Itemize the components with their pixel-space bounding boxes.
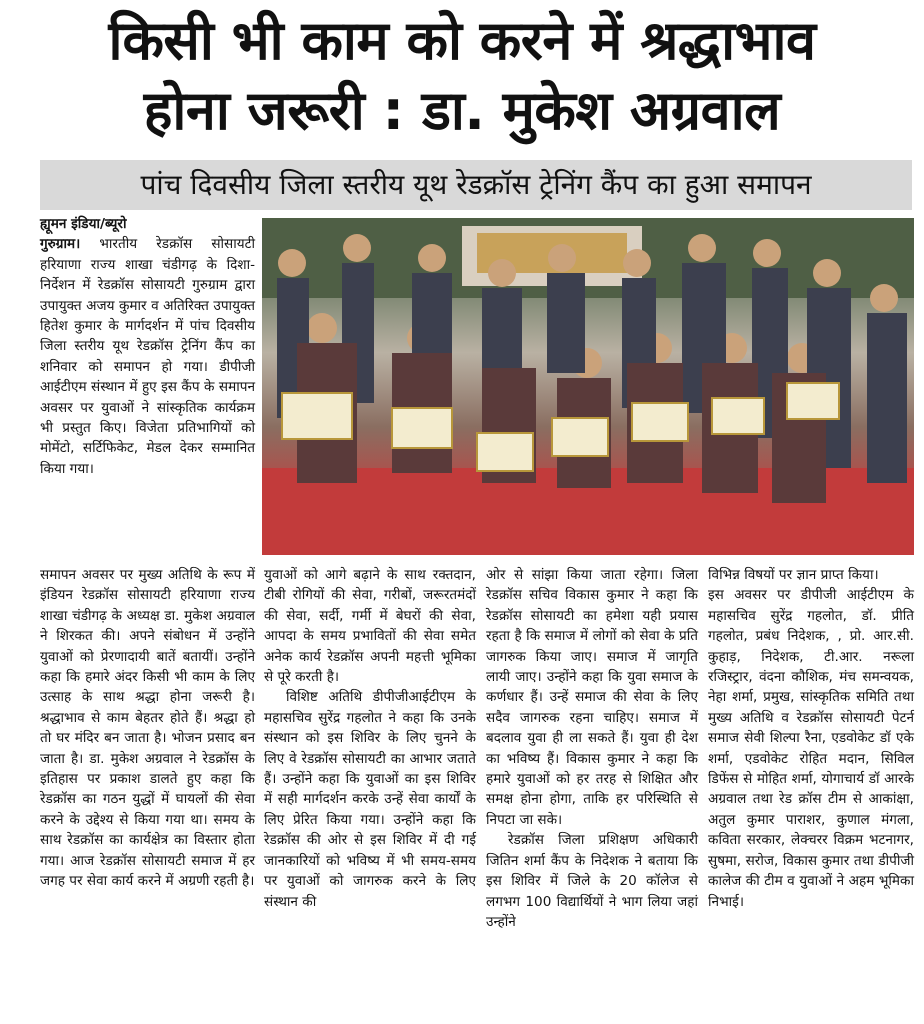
event-group-photo [262, 218, 914, 555]
article-column-3 [486, 565, 698, 932]
article-paragraph: समापन अवसर पर मुख्य अतिथि के रूप में इंडियन रेडक्रॉस सोसायटी हरियाणा राज्य शाखा चंडीगढ़ के अध्यक्ष डा. मुकेश अग्रवाल ने शिरकत की। अपने संबोधन में उन्होंने युवाओं को प्रेरणादायी बातें बतायीं। उन्होंने कहा कि हमारे अंदर किसी भी काम के लिए उत्साह के साथ श्रद्धा होना जरूरी है। श्रद्धाभाव से काम बेहतर होते हैं। श्रद्धा हो तो घर मंदिर बन जाता है। भोजन प्रसाद बन जाता है। डा. मुकेश अग्रवाल ने रेडक्रॉस के इतिहास पर प्रकाश डालते हुए कहा कि रेडक्रॉस का गठन युद्धों में घायलों की सेवा करने के उद्देश्य से किया गया था। समय के साथ रेडक्रॉस का कार्यक्षेत्र का विस्तार होता गया। आज रेडक्रॉस सोसायटी समाज में हर जगह पर सेवा कार्य करने में अग्रणी रहती है। [40, 567, 255, 890]
article-paragraph: इस अवसर पर डीपीजी आईटीएम के महासचिव सुरेंद्र गहलोत, डॉ. प्रीति गहलोत, प्रबंध निदेशक, , प्रो. आर.सी. कुहाड़, निदेशक, टी.आर. नरूला रजिस्ट्रार, वंदना कौशिक, मंच समन्वयक, नेहा शर्मा, प्रमुख, सांस्कृतिक समिति तथा मुख्य अतिथि व रेडक्रॉस सोसायटी पेटर्न समाज सेवी शिल्पा रैना, एडवोकेट डॉ एके शर्मा, एडवोकेट रोहित मदान, सिविल डिफेंस से मोहित शर्मा, योगाचार्य डॉ आरके अग्रवाल तथा रेड क्रॉस टीम से आकांक्षा, अतुल कुमार पाराशर, कुणाल मंगला, कविता सरकार, लेक्चरर विक्रम भटनागर, सुषमा, सरोज, विकास कुमार तथा डीपीजी कालेज की टीम व युवाओं ने अहम भूमिका निभाई। [708, 587, 914, 910]
article-column-1-top [40, 214, 255, 479]
headline-line-1: किसी भी काम को करने में श्रद्धाभाव [108, 9, 816, 72]
article-paragraph: भारतीय रेडक्रॉस सोसायटी हरियाणा राज्य शाखा चंडीगढ़ के दिशा-निर्देशन में रेडक्रॉस सोसायटी गुरुग्राम द्वारा उपायुक्त अजय कुमार व अतिरिक्त उपायुक्त हितेश कुमार के मार्गदर्शन में पांच दिवसीय जिला स्तरीय यूथ रेडक्रॉस ट्रेनिंग कैंप का शनिवार को समापन हो गया। डीपीजी आईटीएम संस्थान में हुए इस कैंप के समापन अवसर पर युवाओं ने सांस्कृतिक कार्यक्रम भी प्रस्तुत किए। विजेता प्रतिभागियों को मोमेंटो, सर्टिफिकेट, मेडल देकर सम्मानित किया गया। [40, 236, 255, 477]
headline-line-2: होना जरूरी : डा. मुकेश अग्रवाल [143, 79, 781, 142]
byline: ह्यूमन इंडिया/ब्यूरो [40, 216, 127, 232]
dateline: गुरुग्राम। [40, 236, 81, 253]
article-paragraph: ओर से सांझा किया जाता रहेगा। जिला रेडक्रॉस सचिव विकास कुमार ने कहा कि रेडक्रॉस सोसायटी का हमेशा यही प्रयास रहता है कि समाज में लोगों को सेवा के प्रति जागरुक किया जाए। समाज में जागृति लायी जाए। उन्होंने कहा कि युवा समाज के कर्णधार हैं। उन्हें समाज की सेवा के लिए सदैव जागरुक रहना चाहिए। समाज में बदलाव युवा ही ला सकते हैं। युवा ही देश का भविष्य हैं। विकास कुमार ने कहा कि हमारे युवाओं को हर तरह से शिक्षित और समक्ष होना होगा, ताकि हर परिस्थिति से निपटा जा सके। [486, 567, 698, 828]
article-column-4 [708, 565, 914, 912]
article-paragraph: युवाओं को आगे बढ़ाने के साथ रक्तदान, टीबी रोगियों की सेवा, गरीबों, जरूरतमंदों की सेवा, सर्दी, गर्मी में बेघरों की सेवा, आपदा के समय प्रभावितों की सेवा समेत अनेक कार्य रेडक्रॉस अपनी महत्ती भूमिका से पूरे करती है। [264, 567, 476, 686]
article-column-1-bottom [40, 565, 255, 892]
article-paragraph: रेडक्रॉस जिला प्रशिक्षण अधिकारी जितिन शर्मा कैंप के निदेशक ने बताया कि इस शिविर में जिले के 20 कॉलेज से लगभग 100 विद्यार्थियों ने भाग लिया जहां उन्होंने [486, 832, 698, 930]
article-column-2 [264, 565, 476, 912]
photo-illustration [262, 218, 914, 555]
subheadline: पांच दिवसीय जिला स्तरीय यूथ रेडक्रॉस ट्रेनिंग कैंप का हुआ समापन [40, 160, 912, 210]
article-paragraph: विशिष्ट अतिथि डीपीजीआईटीएम के महासचिव सुरेंद्र गहलोत ने कहा कि उनके संस्थान को इस शिविर के लिए चुनने के लिए वे रेडक्रॉस सोसायटी का आभार जताते हैं। उन्होंने कहा कि युवाओं का इस शिविर में सही मार्गदर्शन करके उन्हें सेवा कार्यों के लिए प्रेरित किया गया। उन्होंने कहा कि रेडक्रॉस की ओर से इस शिविर में दी गई जानकारियों को भविष्य में भी समय-समय पर युवाओं को जागरुक करने के लिए संस्थान की [264, 689, 476, 910]
article-paragraph: विभिन्न विषयों पर ज्ञान प्राप्त किया। [708, 567, 879, 583]
